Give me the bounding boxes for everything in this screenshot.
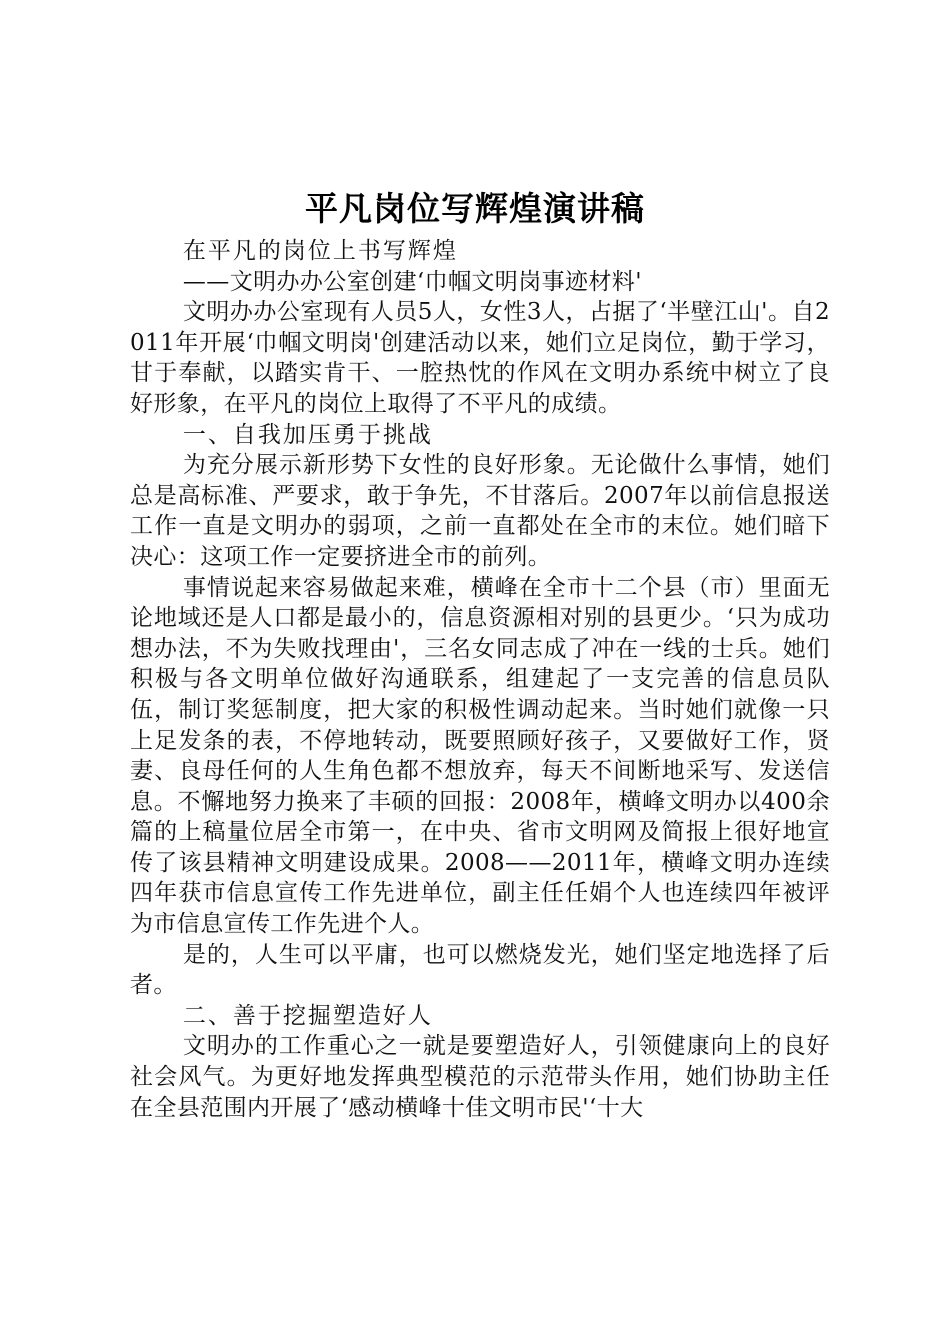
subtitle-line: 在平凡的岗位上书写辉煌 (182, 238, 458, 264)
paragraph: 为充分展示新形势下女性的良好形象。无论做什么事情，她们总是高标准、严要求，敢于争先，不甘落后。2007年以前信息报送工作一直是文明办的弱项，之前一直都处在全市的末位。她们暗下决心：这项工作一定要挤进全市的前列。 (130, 452, 830, 570)
document-body (130, 236, 830, 1123)
paragraph: 文明办的工作重心之一就是要塑造好人，引领健康向上的良好社会风气。为更好地发挥典型模范的示范带头作用，她们协助主任在全县范围内开展了‘感动横峰十佳文明市民'‘十大 (130, 1033, 830, 1121)
section-heading-2: 二、善于挖掘塑造好人 (182, 1002, 433, 1029)
paragraph: 事情说起来容易做起来难，横峰在全市十二个县（市）里面无论地域还是人口都是最小的，信息资源相对别的县更少。‘只为成功想办法，不为失败找理由'，三名女同志成了冲在一线的士兵。她们积极与各文明单位做好沟通联系，组建起了一支完善的信息员队伍，制订奖惩制度，把大家的积极性调动起来。当时她们就像一只上足发条的表，不停地转动，既要照顾好孩子，又要做好工作，贤妻、良母任何的人生角色都不想放弃，每天不间断地采写、发送信息。不懈地努力换来了丰硕的回报：2008年，横峰文明办以400余篇的上稿量位居全市第一，在中央、省市文明网及简报上很好地宣传了该县精神文明建设成果。2008——2011年，横峰文明办连续四年获市信息宣传工作先进单位，副主任任娟个人也连续四年被评为市信息宣传工作先进个人。 (130, 574, 830, 938)
paragraph: 是的，人生可以平庸，也可以燃烧发光，她们坚定地选择了后者。 (130, 941, 830, 999)
subtitle-dash-line: ——文明办办公室创建‘巾帼文明岗事迹材料' (182, 268, 642, 295)
paragraph-intro: 文明办办公室现有人员5人，女性3人，占据了‘半壁江山'。自2011年开展‘巾帼文明岗'创建活动以来，她们立足岗位，勤于学习，甘于奉献，以踏实肯干、一腔热忱的作风在文明办系统中树立了良好形象，在平凡的岗位上取得了不平凡的成绩。 (130, 299, 830, 417)
document-title: 平凡岗位写辉煌演讲稿 (305, 189, 645, 228)
section-heading-1: 一、自我加压勇于挑战 (182, 421, 433, 448)
